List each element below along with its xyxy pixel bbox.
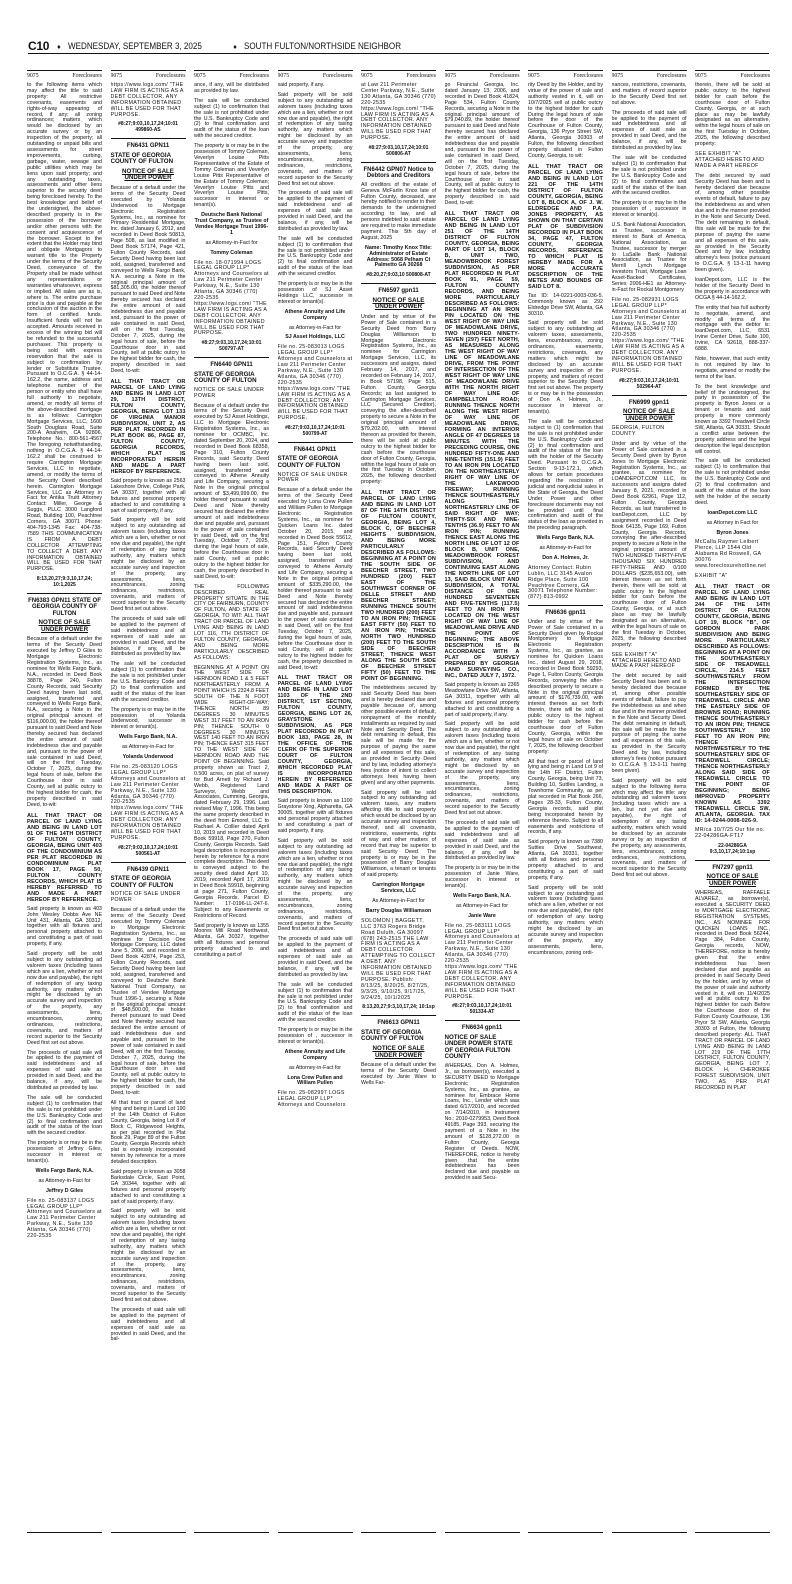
notice-paragraph: The sale will be conducted subject to (1) confirmation that the sale is not prohibited under the U.S. Bankruptcy Code and (2) to final confirmation and audit of the status of the loan with the holder of the Security Deed. Pursuant to O.C.G.A. Section 9-13-172.1, which allows for certain procedures regarding the rescission of judicial and nonjudicial sales in the State of Georgia, the Deed Under Power and other foreclosure documents may not be provided until final confirmation and audit of the status of the loan as provided in the preceding paragraph. [528,418,603,532]
legal-description: ALL THAT TRACT OR PARCEL OF LAND LYING AND BEING IN LAND LOT 251 OF THE 14TH DISTRICT OF FULTON COUNTY, GEORGIA, BEING PART OF LOT 14, BLOCK B, UNIT TWO, MEADOWBROOK FOREST SUBDIVISION, AS PER PLAT RECORDED IN PLAT BOOK 91, PAGE 59, FULTON COUNTY RECORDS, AND BEING MORE PARTICULARLY DESCRIBED AS FOLLOWS: BEGINNING AT AN IRON PIN LOCATED ON THE WEST RIGHT OF WAY LINE OF MEADOWLANE DRIVE, TWO HUNDRED NINETY-SEVEN (297) FEET NORTH, AS MEASURED ALONG THE WEST RIGHT OF WAY LINE OF MEADOWLANE DRIVE, FROM THE POINT OF INTERSECTION OF THE WEST RIGHT OF WAY LINE OF MEADOWLANE DRIVE WITH THE NORTH RIGHT OF WAY LINE OF CAMPBELLTON ROAD; RUNNING THENCE NORTH ALONG THE WEST RIGHT OF WAY LINE OF MEADOWLANE DRIVE, FORMING AN INTERIOR ANGLE OF 47 DEGREES 18 MINUTES WITH THE PRECEDING COURSE, ONE HUNDRED FIFTY-ONE AND NINE-TENTHS (151.9) FEET TO AN IRON PIN LOCATED ON THE NORTHEASTERLY RIGHT OF WAY LINE OF THE LAKEWOOD FREEWAY; RUNNING THENCE SOUTHEASTERLY ALONG THE NORTHEASTERLY LINE OF SAID RIGHT OF WAY; THIRTY-SIX AND NINE-TENTHS (36.9) FEET TO AN IRON PIN; RUNNING THENCE EAST ALONG THE NORTH LINE OF LOT 12 OF BLOCK B, UNIT ONE, MEADOWBROOK FOREST SUBDIVISION, AND CONTINUING EAST ALONG THE NORTH LINE OF LOT 13, SAID BLOCK UNIT AND SUBDIVISION, A TOTAL DISTANCE OF ONE HUNDRED SEVENTEEN AND FIVE-TENTHS (117.5) FEET TO AN IRON PIN LOCATED ON THE WEST RIGHT OF WAY LINE OF MEADOWLANE DRIVE AND THE POINT OF BEGINNING; THE ABOVE DESCRIPTION IS IN ACCORDANCE WITH A PLAT OF SURVEY PREPARED BY GEORGIA LAND SURVEYING CO., INC., DATED JULY 7, 1972. [444,211,520,680]
column-header [612,70,687,79]
notice-heading: FN6431 GPN11 [126,143,170,150]
publication-code: #8:20,27;9:03,10 500808-AT [366,272,431,279]
notice-party-name: Yolanda Underwood [122,754,174,761]
publication-code: 22-04286GA 9:3,10,17,24;10:1sp [709,842,756,855]
notice-paragraph: Because of a default under the terms of the Security Deed executed by Tommy Coleman to Mortgage Electronic Registration Systems, Inc., as nominee for Decision One Mortgage Company, LLC dated June 5, 2006, and recorded in Deed Book 42874, Page 253, Fulton County Records, said Security Deed having been last sold, assigned, transferred and conveyed to Deutsche Bank National Trust Company, as Trustee of Vendee Mortgage Trust 1996-1, securing a Note in the original principal amount of $48,500.00, the holder thereof pursuant to said Deed and Note thereby secured has declared the entire amount of said indebtedness due and payable and, pursuant to the power of sale contained in said Deed, will on the first Tuesday, October 7, 2025, during the legal hours of sale, before the Courthouse door in said County, sell at public outcry to the highest bidder for cash, the property described in said Deed, to-wit: [110,907,186,1097]
notice-heading: FN6441 GPN11 [293,446,337,453]
notice-column [194,70,269,1533]
notice-contact: MR/ca 10/7/25 Our file no. 22-04286GA-FT17 [695,826,765,839]
notice-paragraph: Said property will be sold subject to any outstanding ad valorem taxes, any matters affecting title to said property which would be disclosed by an accurate survey and inspection thereof, and all covenants, restrictions, easements, rights of way and other matters of record that may be superior to said Security Deed. The property is or may be in the possession of Barry Douglas Williamson, a tenant or tenants of said property. [361,789,436,879]
notice-paragraph: The property is or may be in the possession of , successor in interest or tenant(s). [277,1027,353,1045]
column-header [194,70,269,79]
notice-paragraph: Said property will be sold subject to any outstanding ad valorem taxes (including taxes which are a lien, whether or not now due and payable), the right of redemption of any taxing authority, any matters which might be disclosed by an accurate survey and inspection of the property, any assessments, liens, encumbrances, zoning ordi- [528,884,603,956]
column-header [695,70,770,79]
notice-caption: as Attorney-in-Fact for [539,545,592,552]
publication-code: #8:27;9:03,10,17,24;10:01 501334-AT [452,1003,512,1016]
legal-description: ALL THAT TRACT OR PARCEL OF LAND LYING AND BEING IN LAND LOT 29, 13TH DISTRICT, FULTON COUNTY, GEORGIA, BEING LOT 133 OF VIRGINIA MANOR SUBDIVISION, UNIT 2, AS PER PLAT RECORDED IN PLAT BOOK 86, PAGE 87, FULTON COUNTY, GEORGIA RECORDS, WHICH PLAT IS INCORPORATED HEREIN AND MADE A PART HEREOF BY REFERENCE. [110,379,186,476]
notice-column [278,70,353,1533]
notice-contact: SOLOMON | BAGGETT, LLC 3763 Rogers Bridge Road Duluth, GA 30097 (678) 243-2515 THE LAW FIRM IS ACTING AS A DEBT COLLECTOR ATTEMPTING TO COLLECT A DEBT. ANY INFORMATION OBTAINED WILL BE USED FOR THAT PURPOSE. Publish: 8/13/25, 8/20/25, 8/27/25, 9/3/25, 9/10/25, 9/17/25, 9/24/25, 10/1/2025 [361,917,436,1001]
notice-paragraph: THE FOLLOWING DESCRIBED REAL PROPERTY SITUATE IN THE CITY OF FAIRBURN, COUNTY OF FULTON, AND STATE OF GEORGIA, TO WIT: ALL THAT TRACT OR PARCEL OF LAND LYING AND BEING IN LAND LOT 116, 7TH DISTRICT OF FULTON COUNTY, GEORGIA, AND BEING MORE PARTICULARLY DESCRIBED AS FOLLOWS: [194,583,269,661]
notice-heading: FN6439 GPN11 [126,866,170,873]
notice-caption: as Attorney-in-Fact for [205,239,258,246]
notice-contact: NOTICE OF SALE UNDER POWER [110,891,181,904]
notice-column [27,70,102,1533]
notice-paragraph: The proceeds of said sale will be applied to the payment of said indebtedness and all expenses of said sale as provided in said Deed, and the bal- [110,1306,186,1343]
notice-party-name: Janie Ware [468,912,496,919]
notice-party-name: Carrington Mortgage Services, LLC [372,882,425,895]
legal-description: ALL THAT TRACT OR PARCEL OF LAND LYING AND BEING IN LAND LOT 91 OF THE 14TH DISTRICT OF FULTON COUNTY, GEORGIA, BEING UNIT 403 OF THE CONDOMINIUM AS PER PLAT RECORDED IN CONDOMINIUM PLAT BOOK 17, PAGE 50, FULTON COUNTY RECORDS, WHICH PLAT IS HEREBY REFERRED TO AND MADE A PART HEREOF BY REFERENCE. [27,812,102,903]
notice-divider [361,283,436,284]
notice-paragraph: ance, if any, will be distributed as provided by law. [194,82,269,94]
notice-paragraph: loanDepot.com, LLC is the holder of the Security Deed to the property in accordance with OCGA § 44-14-162.2. [695,277,770,301]
notice-paragraph: The proceeds of said sale will be applied to the payment of said indebtedness and all expenses of said sale as provided in said Deed, and the balance, if any, will be distributed as provided by law. [444,819,520,862]
publication-code: #8:27;9:03,10,17,24;10:01 500797-AT [201,340,262,353]
notice-title: NOTICE OF SALE UNDER POWER [122,167,174,182]
notice-heading: STATE OF GEORGIA COUNTY OF FULTON [194,370,257,385]
legal-description: ALL THAT TRACT OR PARCEL OF LAND LYING AND BEING IN LAND LOT 87 OF THE 14TH DISTRICT OF FULTON COUNTY, GEORGIA, BEING LOT 4, BLOCK C, OF BEECHER HEIGHTS SUBDIVISION, AND BEING MORE PARTICULARLY DESCRIBED AS FOLLOWS: BEGINNING AT A POINT ON THE SOUTH SIDE OF BEECHER STREET, TWO HUNDRED (200) FEET EAST OF THE SOUTHWEST CORNER OF DELLE STREET AND BEECHER STREET; RUNNING THENCE SOUTH TWO HUNDRED (200) FEET TO AN IRON PIN; THENCE EAST FIFTY (50) FEET TO AN IRON PIN; THENCE NORTH TWO HUNDRED (200) FEET TO THE SOUTH SIDE OF BEECHER STREET; THENCE WEST ALONG THE SOUTH SIDE OF BEECHER STREET FIFTY (50) FEET TO THE POINT OF BEGINNING. [361,490,436,683]
column-header [528,70,603,79]
notice-contact: SEE EXHIBIT "A" ATTACHED HERETO AND MADE A PART HEREOF [695,150,765,169]
notice-caption: as Attorney-in-Fact for [121,744,175,751]
notice-contact: File no. 25-083111 LOGS LEGAL GROUP LLP* Attorneys and Counselors at Law 211 Perimeter Center Parkway, N.E., Suite 130 Atlanta, GA 30346 (770) 220-2535 https://www.logs.com/ "THE LAW FIRM IS ACTING AS A DEBT COLLECTOR. ANY INFORMATION OBTAINED WILL BE USED FOR THAT PURPOSE. [444,922,520,1000]
notice-party-name: Wells Fargo Bank, N.A. [119,734,177,741]
notice-heading: NOTICE OF SALE UNDER POWER STATE OF GEORGIA FULTON COUNTY [444,1033,513,1061]
legal-description: ALL THAT TRACT OR PARCEL OF LAND LYING AND BEING IN LAND LOT 1103 OF THE 2ND DISTRICT, 1ST SECTION, FULTON COUNTY, GEORGIA, BEING LOT 26, GRAYSTONE SUBDIVISION, AS PER PLAT RECORDED IN PLAT BOOK 183, PAGE 28, IN THE OFFICE OF THE CLERK OF THE SUPERIOR COURT OF FULTON COUNTY, GEORGIA, WHICH RECORDED PLAT IS INCORPORATED HEREIN BY REFERENCE AND MADE A PART OF THIS DESCRIPTION. [277,675,353,796]
notice-paragraph: Said property is known as 403 John Wesley Dobbs Ave NE Unit 431, Atlanta, GA 30312, together with all fixtures and personal property attached to and constituting a part of said property, if any. [27,905,102,948]
notice-paragraph: Said property is known as 2365 Meadowlane Drive SW, Atlanta, GA 30311, together with all fixtures and personal property attached to and constituting a part of said property, if any. [444,682,520,718]
classified-category: Foreclosures [239,73,269,79]
notice-column [695,70,770,1533]
publication-code: 8:13,20,27;9:3,10,17,24; 10:1,2025 [36,576,93,589]
notice-party-name: Deutsche Bank National Trust Company, as Trustee of Vendee Mortgage Trust 1996-1 [194,212,269,236]
notice-heading: FN6999 gpn11 [628,399,670,406]
notice-caption: as Attorney-in-Fact for [288,1064,342,1071]
notice-contact: File no. 25-082931 LOGS LEGAL GROUP LLP* Attorneys and Counselors at Law 211 Perimeter Center Parkway, N.E., Suite 130 Atlanta, GA 30346 (770) 220-2535 https://www.logs.com/ "THE LAW FIRM IS ACTING AS A DEBT COLLECTOR. ANY INFORMATION OBTAINED WILL BE USED FOR THAT PURPOSE. [611,296,687,374]
notice-paragraph: All that tract or parcel of land lying and being in Land Lot 190 of the 14th District of Fulton County, Georgia, being Lot 8 of Block C, Ridgewood Heights, as per plat recorded in Plat Book 29, Page 89 of the Fulton County, Georgia Records which plat is expressly incorporated herein by reference for a more detailed description. [110,1100,186,1166]
notice-title: NOTICE OF SALE UNDER POWER [372,1044,425,1059]
classified-code: 9075 [27,73,39,79]
publication-name: SOUTH FULTON/NORTHSIDE NEIGHBOR [243,41,401,52]
notice-contact: File no. 25-083137 LOGS LEGAL GROUP LLP* Attorneys and Counselors at Law 211 Perimeter Center Parkway, N.E., Suite 130 Atlanta, GA 30346 (770) 220-2535 [27,1197,102,1240]
classified-category: Foreclosures [322,73,353,79]
classified-code: 9075 [110,73,123,79]
notice-paragraph: Said property is known as 1100 Graystone Xing, Alpharetta, GA 30005, together with all fixtures and personal property attached to and constituting a part of said property, if any. [277,798,353,834]
notice-paragraph: BEGINNING AT A POINT ON THE WEST SIDE OF HERNDON ROAD 1 & 5 FEET NORTHEASTERLY FROM A POINT WHICH IS 2324.8 FEET SOUTH OF THE N FOOT WIDE RIGHT-OF-WAY; THENCE NORTH 89 DEGREES 30 MINUTES WEST 317 FEET TO AN IRON PIN; THENCE SOUTH 0 DEGREES 30 MINUTES WEST 140 FEET TO AN IRON PIN; THENCE EAST 315 FEET TO THE WEST SIDE OF HERNDON ROAD AND THE POINT OF BEGINNING. Said property shown as Tract 2, 0.500 acres, on plat of survey for Bud Arnett by Richard J. Webb, Registered Land Surveyor, Webb and Associates, Cumming, Georgia, dated February 29, 1996. Last revised May 7, 1996. This being the same property described in the deed from Emorel, LLC to Rachael A. Collier dated April 10, 2019 and recorded in Deed Book 59918, Page 270, Fulton County, Georgia Records. Said legal description is incorporated herein by reference for a more complete description. This deed is conveyed subject to the security deed dated April 10, 2019, recorded April 17, 2019 in Deed Book 59918, beginning at page 271, Fulton County, Georgia Records. Parcel ID Number: 17-0196-LL-247-6. Subject to any Easements or Restrictions of Record. [194,664,269,919]
notice-divider [27,593,102,594]
column-header [445,70,520,79]
notice-divider [361,1015,436,1016]
classified-category: Foreclosures [406,73,436,79]
notice-divider [612,395,687,396]
notice-party-name: Wells Fargo Bank, N.A. [453,892,511,899]
notice-paragraph: The property is or may be in the possession of , successor in interest or tenant(s). [611,200,687,219]
notice-paragraph: The sale will be conducted subject (1) to confirmation that the sale is not prohibited under the U.S. Bankruptcy Code and (2) to final confirmation and audit of the status of the loan with the secured creditor. [277,981,353,1024]
notice-paragraph: Because of a default under the terms of the Security Deed executed by Lona Crew Pullen and William Pullen to Mortgage Electronic Registration Systems, Inc., as nominee for Quicken Loans Inc. dated October 20, 2015, and recorded in Deed Book 55612, Page 151, Fulton County Records, said Security Deed having been last sold, assigned, transferred and conveyed to Athene Annuity and Life Company, securing a Note in the original principal amount of $335,290.00, the holder thereof pursuant to said Deed and Note thereby secured has declared the entire amount of said indebtedness due and payable and, pursuant to the power of sale contained in said Deed, will on the first Tuesday, October 7, 2025, during the legal hours of sale, before the Courthouse door in said County, sell at public outcry to the highest bidder for cash, the property described in said Deed, to-wit: [277,487,353,671]
notice-party-name: Wells Fargo Bank, N.A. [536,535,595,542]
notice-paragraph: The proceeds of said sale will be applied to the payment of said indebtedness and all expenses of said sale as provided in said Deed, and the balance, if any, will be distributed as provided by law. [27,1049,102,1091]
column-header [278,70,353,79]
publication-code: #8:27;9:03,10,17,24;10:01 500799-AT [285,425,345,438]
notice-paragraph: Because of a default under the terms of the Security Deed executed by SJ Asset Holdings, LLC to Mortgage Electronic Registration Systems, Inc., as nominee for OCMBC, Inc. dated September 20, 2024, and recorded in Deed Book 68358, Page 310, Fulton County Records, said Security Deed having been last sold, assigned, transferred and conveyed to Athene Annuity and Life Company, securing a Note in the original principal amount of $3,499,999.00, the holder thereof pursuant to said Deed and Note thereby secured has declared the entire amount of said indebtedness due and payable and, pursuant to the power of sale contained in said Deed, will on the first Tuesday, October 7, 2025, during the legal hours of sale, before the Courthouse door in said County, sell at public outcry to the highest bidder for cash, the property described in said Deed, to-wit: [194,402,269,580]
notice-paragraph: Said property is known as 7380 Suttles Drive Southwest, Atlanta, GA 30331, together with all fixtures and personal property attached to and constituting a part of said property, if any. [528,839,603,881]
notice-heading: FN6442 GPN07 Notice to Debtors and Creditors [363,166,434,180]
notice-paragraph: Said property is known as 1355 Moores Mill Road Northwest, Atlanta, GA 30327, together with all fixtures and personal property attached to and constituting a part of [194,922,269,959]
notice-contact: File no. 25-082997 LOGS LEGAL GROUP LLP* Attorneys and Counselors [277,1090,346,1109]
notice-caption: As Attorney-in-Fact for [372,897,425,904]
diamond-separator-icon: ♦ [233,44,237,51]
classified-category: Foreclosures [656,73,687,79]
notice-contact: File no. 25-083013 LOGS LEGAL GROUP LLP* Attorneys and Counselors at Law 211 Perimeter Center Parkway, N.E., Suite 130 Atlanta, GA 30346 (770) 220-2535 https://www.logs.com/ "THE LAW FIRM IS ACTING AS A DEBT COLLECTOR. ANY INFORMATION OBTAINED WILL BE USED FOR THAT PURPOSE. [277,344,353,422]
notice-heading: FN6634 gpn11 [461,1025,503,1032]
notice-party-name: Byron Jones [716,529,749,536]
notice-divider [361,162,436,163]
notice-paragraph: The debt secured by said Security Deed has been and is hereby declared due because of, among other possible events of default, failure to pay the indebtedness as and when due and in the manner provided in the Note and Security Deed. The debt remaining in default, this sale will be made for the purpose of paying the same and all expenses of this sale, as provided in the Security Deed and by law, including attorney's fees (notice pursuant to O.C.G.A. § 13-1-11 having been given). [695,172,770,274]
notice-heading: FN7297 gpn11 [712,864,753,871]
notice-paragraph: Because of a default under the terms of the Security Deed executed by Janie Ware to Wells Far- [361,1062,436,1086]
publication-code: 8:13,20,27;9:3,10,17,24; 10:1sp [362,1004,435,1011]
notice-column [528,70,603,1533]
notice-paragraph: Said property is known as 2563 Lakeshore Drive, College Park, GA 30337, together with all fixtures and personal property attached to and constituting a part of said property, if any. [110,478,186,514]
notice-paragraph: The entity that has full authority to negotiate, amend, and modify all terms of the mortgage with the debtor is: loanDepot.com, LLC, 6531 Irvine Center Drive, Suite 100, Irvine, CA 92618, 888-337-6888. [695,304,770,353]
notice-paragraph: U.S. Bank National Association, as Trustee, successor in interest to Bank of America, National Association, as Trustee, successor by merger to LaSalle Bank National Association, as Trustee for Merrill Lynch Mortgage Investors Trust, Mortgage Loan Asset-Backed Certificates, Series 2006-HE1 as Attorney-in-Fact for Rockal Montgomery [611,222,687,293]
classified-code: 9075 [194,73,206,79]
notice-column [111,70,186,1533]
publication-code: #8:27;9:03,10,17,24;10:01 500806-AT [368,145,429,157]
notice-contact: at Law 211 Perimeter Center Parkway, N.E., Suite 130 Atlanta, GA 30346 (770) 220-2535 https://www.logs.com/ "THE LAW FIRM IS ACTING AS A DEBT COLLECTOR. ANY INFORMATION OBTAINED WILL BE USED FOR THAT PURPOSE. [361,82,436,142]
notice-contact: File no. 25-083120 LOGS LEGAL GROUP LLP* Attorneys and Counselors at Law 211 Perimeter Center Parkway, N.E., Suite 130 Atlanta, GA 30346 (770) 220-2535 https://www.logs.com/ "THE LAW FIRM IS ACTING AS A DEBT COLLECTOR. ANY INFORMATION OBTAINED WILL BE USED FOR THAT PURPOSE. [110,764,186,841]
classified-code: 9075 [444,73,457,79]
notice-paragraph: The property is or may be in the possession of Tommy Coleman, Veverlyn Louise Pitts Representative of the Estate of Tommy Coleman and Veverlyn Louise Pitts Representative of the Estate of Tommy Coleman; Veverlyn Louise Pitts and Veverlyn Louise Pitts, successor in interest or tenant(s). [194,143,269,209]
notice-paragraph: The sale will be conducted subject (1) to confirmation that the sale is not prohibited under the U.S. Bankruptcy Code and (2) to final confirmation and audit of the status of the loan with the secured creditor. [110,661,186,703]
notice-paragraph: Said property will be sold subject to any outstanding ad valorem taxes (including taxes which are a lien, whether or not now due and payable), the right of redemption of any taxing authority, any matters which might be disclosed by an accurate survey and inspection of the property, any assessments, liens, encumbrances, zoning ordinances, restrictions, covenants, and matters of record superior to the Security Deed first set out above. [277,91,353,187]
notice-paragraph: to the following items which may affect the title to said property: All restrictive covenants, easements and rights-of-way appearing of record, if any; all zoning ordinances; matters which would be disclosed by an accurate survey or by an inspection of the property; all outstanding or unpaid bills and assessments for street improvements, curbing, garbage, water, sewage and public utilities which may be liens upon said property; and any outstanding taxes, assessments and other liens superior to the security deed being foreclosed hereby. To the best knowledge and belief of the undersigned, the above-described property is in the possession of the borrower and/or other persons with the consent and acquiescence of the borrower. Except to the extent that the Holder may bind and obligate Mortgagors to warrant title to the Property under the terms of the Security Deed, conveyance of the Property shall be made without any representations or warranties whatsoever, express or implied. All sales are as is, where is. The entire purchase price is due and payable at the conclusion of the auction in the form of certified funds. Insufficient funds will not be accepted. Amounts received in excess of the winning bid will be refunded to the successful purchaser. This property is being sold with express reservation that the sale is subject to confirmation by lender or Substitute Trustee. Pursuant to O.C.G.A. § 44-14-162.2, the name, address and telephone number of the person or entity who shall have full authority to negotiate, amend, or modify all terms of the above-described mortgage is as follows: Carrington Mortgage Services, LLC, 1600 South Douglass Road, Suite 200-A Anaheim, CA 92806, Telephone No.: 800-561-4567 The foregoing notwithstanding, nothing in O.C.G.A. § 44-14-162.2 shall be construed to require Carrington Mortgage Services, LLC to negotiate, amend, or modify the terms of the Security Deed described herein. Carrington Mortgage Services, LLC as Attorney in Fact for Antika Truitt Attorney Contact: Miller, George & Suggs, PLLC 3000 Langford Road, Building 100, Peachtree Corners, GA 30071 Phone: 404-793-1345 Fax: 404-738-7589 THIS COMMUNICATION IS FROM A DEBT COLLECTOR ATTEMPTING TO COLLECT A DEBT. ANY INFORMATION OBTAINED WILL BE USED FOR THAT PURPOSE. [27,82,102,573]
notice-paragraph: Said property will be sold subject to the following items which may affect the title: any outstanding ad valorem taxes (including taxes which are a lien, but not yet due and payable), the right of redemption of any taxing authority, matters which would be disclosed by an accurate survey or by an inspection of the property, any assessments, liens, encumbrances, zoning ordinances, restrictions, covenants, and matters of record superior to the Security Deed first set out above. [611,777,687,879]
notice-paragraph: Under and by virtue of the Power of Sale contained in a Security Deed from Barry Douglas Williamson to Mortgage Electronic Registration Systems, Inc., as nominee for Carrington Mortgage Services, LLC, its successors and assigns, dated February 14, 2017, and recorded on February 14, 2017, in Book 57198, Page 515, Fulton County, Georgia Records; as last assigned to Carrington Mortgage Services, LLC (Secured Creditor), conveying the after-described property to secure a Note in the original principal amount of $79,202.00, with interest thereon as provided for therein, there will be sold at public outcry to the highest bidder for cash before the courthouse door of Fulton County, Georgia, within the legal hours of sale on the first Tuesday in October, 2025, the following described property: [361,313,436,486]
notice-paragraph: All that tract or parcel of land lying and being in Land Lot 9 of the 14th FF District, Fulton County, Georgia, being Unit 73, Building 10, Suttles Landing, a Townhome Community, as per plat recorded in Plat Book 266, Pages 28-33, Fulton County, Georgia records, said plat being incorporated herein by reference thereto. Subject to all easements and restrictions of records, if any. [528,758,603,836]
notice-divider [445,1020,520,1021]
notice-title: NOTICE OF SALE UNDER POWER [706,872,759,887]
notice-paragraph: said property, if any. [277,82,325,88]
notice-column [361,70,436,1533]
notice-contact: https://www.logs.com/ "THE LAW FIRM IS ACTING AS A DEBT COLLECTOR. ANY INFORMATION OBTAINED WILL BE USED FOR THAT PURPOSE. [110,82,184,118]
publication-code: #8:27;9:03,10,17,24;10:01 499860-AS [118,121,178,134]
notice-caption: as Attorney-in-Fact for [38,1177,91,1184]
legal-description: ALL THAT TRACT OR PARCEL OF LAND LYING AND BEING IN LAND LOT 244 OF THE 14TH DISTRICT OF FULTON COUNTY, GEORGIA, BEING LOT 19, BLOCK "B", OF GORDON PARK SUBDIVISION AND BEING MORE PARTICULARLY DESCRIBED AS FOLLOWS: BEGINNING AT A POINT ON THE SOUTHEASTERLY SIDE OF TREADWELL CIRCLE, 214.5 FEET SOUTHWESTERLY FROM THE INTERSECTION FORMED BY THE SOUTHEASTERLY SIDE OF TREADWELL CIRCLE AND THE EASTERLY SIDE OF BROWNS ROAD; RUNNING THENCE SOUTHEASTERLY TO AN IRON PIN; THENCE SOUTHWESTERLY 100 FEET TO AN IRON PIN; THENCE NORTHWESTERLY TO THE SOUTHEASTERLY SIDE OF TREADWELL CIRCLE; THENCE NORTHEASTERLY ALONG SAID SIDE OF TREADWELL CIRCLE TO THE POINT OF BEGINNING; BEING IMPROVED PROPERTY KNOWN AS 3392 TREADWELL CIRCLE SW, ATLANTA, GEORGIA. TAX ID: 14-0244-0008-026-9. [695,583,770,824]
notice-paragraph: The sale will be conducted subject (1) to confirmation that the sale is not prohibited under the U.S. Bankruptcy Code and (2) to final confirmation and audit of the status of the loan with the secured creditor. [194,97,269,140]
classified-code: 9075 [611,73,624,79]
notice-heading: FN6597 gpn11 [378,288,419,295]
notice-divider [111,862,186,863]
notice-paragraph: Because of a default under the terms of the Security Deed executed by Yolanda Underwood to Mortgage Electronic Registration Systems, Inc., as nominee for Primary Residential Mortgage, Inc. dated January 6, 2012, and recorded in Deed Book 50813, Page 508, as last modified in Deed Book 57174, Page 421, Fulton County Records, said Security Deed having been last sold, assigned, transferred and conveyed to Wells Fargo Bank, N.A. securing a Note in the original principal amount of $81,305.00, the holder thereof pursuant to said Deed and Note thereby secured has declared the entire amount of said indebtedness due and payable and, pursuant to the power of sale contained in said Deed, will on the first Tuesday, October 7, 2025, during the legal hours of sale, before the Courthouse door in said County, sell at public outcry to the highest bidder for cash, the property described in said Deed, to-wit: [110,185,186,375]
notice-title: NOTICE OF SALE UNDER POWER [372,296,425,311]
notice-party-name: SJ Asset Holdings, LLC [285,334,345,341]
notice-party-name: Tommy Coleman [210,249,253,256]
notice-paragraph: Because of a default under the terms of the Security Deed executed by Jeffrey D Giles to Mortgage Electronic Registration Systems, Inc., as nominee for Wells Fargo Bank, N.A., recorded in Deed Book 38878, Page 240, Fulton County Records, said Security Deed having been last sold, assigned, transferred and conveyed to Wells Fargo Bank, N.A., securing a Note in the original principal amount of $116,000.00, the holder thereof pursuant to said Deed and Note thereby secured has declared the entire amount of said indebtedness due and payable and, pursuant to the power of sale contained in said Deed, will on the first Tuesday, October 7, 2025, during the legal hours of sale, before the Courthouse door in said County, sell at public outcry to the highest bidder for cash, the property described in said Deed, to-wit: [27,636,102,808]
notice-contact: Attorney Contact: Rubin Lublin, LLC 3145 Avalon Ridge Place, Suite 100 Peachtree Corners, GA 30071 Telephone Number: (877) 813-0992 [528,564,598,601]
notice-party-name: Lona Crew Pullen and William Pullen [287,1074,343,1087]
notice-heading: STATE OF GEORGIA COUNTY OF FULTON [361,1028,424,1043]
notice-heading: STATE OF GEORGIA COUNTY OF FULTON [277,455,341,469]
classified-code: 9075 [361,73,373,79]
notice-caption: as Attorney-in-Fact for [288,324,342,331]
classified-code: 9075 [277,73,290,79]
notice-party-name: Name: Timothy Knox Title: Administrator of Estate Address: 5068 Pelham Ct Palmetto GA 30268 [365,244,432,269]
notice-paragraph: The debt secured by said Security Deed has been and is hereby declared due because of, among other possible events of default, failure to pay the indebtedness as and when due and in the manner provided in the Note and Security Deed. The debt remaining in default, this sale will be made for the purpose of paying the same and all expenses of this sale, as provided in the Security Deed and by law, including attorney's fees (notice pursuant to O.C.G.A. § 13-1-11 having been given). [611,673,687,774]
notice-contact: McCalla Raymer Leibert Pierce, LLP 1544 Old Alabama Rd Roswell, GA 30076 www.foreclosurehotline.net [695,539,767,570]
notice-divider [194,357,269,358]
notice-party-name: Barry Douglas Williamson [365,907,432,914]
notice-paragraph: The property is or may be in the possession of Janie Ware, successor in interest or tenant(s). [444,865,520,890]
notice-paragraph: WHEREAS, RAFFAELE ALVAREZ, as borrower(s), executed a SECURITY DEED to MORTGAGE ELECTRONIC REGISTRATION SYSTEMS, INC., AS NOMINEE FOR QUICKEN LOANS INC., recorded in Deed Book 56244, Page 384, Fulton County, Georgia records, NOW, THEREFORE, notice is hereby given that the entire indebtedness has been declared due and payable as provided in said Security Deed by the holder, and by virtue of the power of sale and authority vested in it, will on 11/4/2025 sell at public outcry to the highest bidder for cash Before the Courthouse door of the Fulton County Courthouse, 136 Pryor St SW, Atlanta, Georgia 30303 of Fulton, the following described property: ALL THAT TRACT OR PARCEL OF LAND LYING AND BEING IN LAND LOT 219 OF THE 17TH DISTRICT, FULTON COUNTY, GEORGIA, BEING LOT 7, BLOCK H, CHEROKEE FOREST SUBDIVISION, UNIT TWO, AS PER PLAT RECORDED IN PLAT [695,890,770,1091]
notice-heading: STATE OF GEORGIA COUNTY OF FULTON [110,875,174,889]
notice-paragraph: Said property will be sold subject to any outstanding ad valorem taxes, assessments, liens, encumbrances, zoning ordinances, easements, restrictions, covenants, any matters which might be disclosed by an accurate survey and inspection of the property, and matters of record superior to the Security Deed first set out above. The property is or may be in the possession of Don A. Holmes, Jr., successor in interest or tenant(s). [528,320,603,415]
classified-code: 9075 [528,73,540,79]
page-number: C10 [28,39,50,53]
notice-title: NOTICE OF SALE UNDER POWER [38,619,91,633]
notice-paragraph: Said property will be sold subject to any outstanding ad valorem taxes (including taxes which are a lien, whether or not now due and payable), the right of redemption of any taxing authority, any matters which might be disclosed by an accurate survey and inspection of the property, any assessments, liens, encumbrances, zoning ordinances, restrictions, covenants, and matters of record superior to the Security Deed first set out above. [277,837,353,933]
notice-caption: as Attorney-in-Fact for [455,902,509,909]
notice-divider [528,605,603,606]
notice-column [445,70,520,1533]
notice-paragraph: WHEREAS, Don A. Holmes, Jr., as borrower(s), executed a SECURITY DEED to Mortgage Electronic Registration Systems, Inc., as grantee, as nominee for Embrace Home Loans, Inc., Lender which was dated 6/17/2010, and recorded on 7/14/2010, in Instrument No.: 2010-0279953, Deed Book 49185, Page 393, securing the payment of a Note in the amount of $128,272.00 in Fulton County, Georgia Register of Deeds. NOW, THEREFORE, notice is hereby given that the entire indebtedness has been declared due and payable as provided in said Secu- [444,1063,520,1182]
classified-category: Foreclosures [740,73,770,79]
notice-contact: File no. 18-071994 LOGS LEGAL GROUP LLP* Attorneys and Counselors at Law 211 Perimeter Center Parkway, N.E., Suite 130 Atlanta, GA 30346 (770) 220-2535 https://www.logs.com/ "THE LAW FIRM IS ACTING AS A DEBT COLLECTOR. ANY INFORMATION OBTAINED WILL BE USED FOR THAT PURPOSE. [194,259,269,337]
notice-divider [695,860,770,861]
notice-paragraph: nances, restrictions, covenants, and matters of record superior to the Security Deed first set out above. [611,82,687,106]
notice-party-name: loanDepot.com LLC [707,509,758,516]
publication-code: #8:27;9:03,10,17,24;10:01 502964-AT [619,377,679,390]
classified-category: Foreclosures [72,73,102,79]
notice-contact: NOTICE OF SALE UNDER POWER [194,386,265,399]
notice-paragraph: The property is or may be in the possession of Yolanda Underwood, successor in interest or tenant(s). [110,706,186,731]
legal-description: ALL THAT TRACT OR PARCEL OF LAND LYING AND BEING IN LAND LOT 221 OF THE 14TH DISTRICT OF FULTON COUNTY, GEORGIA, BEING LOT 8, BLOCK A, OF J. W. ELDREDGE AND P.A. JONES PROPERTY, AS SHOWN ON THAT CERTAIN PLAT OF SUBDIVISION RECORDED IN PLAT BOOK 34, PAGE 47, FULTON COUNTY, GEORGIA RECORDS, REFERENCE TO WHICH PLAT IS HEREBY MADE FOR A MORE ACCURATE DESCRIPTION OF THE METES AND BOUNDS OF SAID LOT 8. [528,163,603,290]
notice-divider [278,442,353,443]
notice-paragraph: To the best knowledge and belief of the undersigned, the party in possession of the property is Byron Jones or a tenant or tenants and said property is more commonly known as 3392 Treadwell Circle SW, Atlanta, GA 30331. Should a conflict arise between the property address and the legal description the legal description will control. [695,383,770,455]
notice-column [612,70,687,1533]
notice-paragraph: therein, there will be sold at public outcry to the highest bidder for cash before the courthouse door of Fulton County, Georgia, or at such place as may be lawfully designated as an alternative, within the legal hours of sale on the first Tuesday in October, 2025, the following described property: [695,82,770,148]
notice-title: NOTICE OF SALE UNDER POWER [623,407,675,422]
notice-caption: as Attorney in Fact for [706,519,759,526]
diamond-separator-icon: ♦ [57,44,61,51]
classified-category: Foreclosures [573,73,603,79]
notice-paragraph: Note, however, that such entity is not required by law to negotiate, amend or modify the terms of the loan. [695,355,770,380]
notice-paragraph: The sale will be conducted subject (1) to confirmation that the sale is not prohibited under the U.S. Bankruptcy Code and (2) to final confirmation and audit of the status of the loan with the secured creditor. [27,1094,102,1137]
notice-paragraph: Said property will be sold subject to any outstanding ad valorem taxes (including taxes which are a lien, whether or not now due and payable), the right of redemption of any taxing authority, any matters which might be disclosed by an accurate survey and inspection of the property, any assessments, liens, encumbrances, zoning ordinances, restrictions, covenants, and matters of record superior to the Security Deed first set out above. [27,951,102,1046]
notice-divider [111,138,186,139]
notice-heading: FN6636 gpn11 [545,610,586,617]
notice-paragraph: The proceeds of said sale will be applied to the payment of said indebtedness and all expenses of said sale as provided in said Deed, and the balance, if any, will be distributed as provided by law. [277,190,353,232]
classified-category: Foreclosures [489,73,520,79]
classified-code: 9075 [695,73,707,79]
notice-contact: GEORGIA, FULTON COUNTY [611,425,665,437]
notice-heading: FN6440 GPN11 [210,362,253,369]
notice-paragraph: The proceeds of said sale will be applied to the payment of said indebtedness and all expenses of said sale as provided in said Deed, and the balance, if any, will be distributed as provided by law. [611,109,687,152]
notice-paragraph: Under and by virtue of the Power of Sale contained in a Security Deed given by Byron Jones to Mortgage Electronic Registration Systems, Inc., as grantee, as nominee for LOANDEPOT.COM LLC, its successors and assigns dated January 8, 2021, recorded in Deed Book 62961, Page 112, Fulton County, Georgia Records, as last transferred to loanDepot.com, LLC by assignment recorded in Deed Book 64135, Page 169, Fulton County, Georgia Records, conveying the after-described property to secure a Note in the original principal amount of TWO HUNDRED THIRTY-FIVE THOUSAND SIX HUNDRED FIFTY-THREE AND 0/100 DOLLARS ($235,653.00), with interest thereon as set forth therein, there will be sold at public outcry to the highest bidder for cash before the courthouse door of Fulton County, Georgia, or at such place as may be lawfully designated as an alternative, within the legal hours of sale on the first Tuesday in October, 2025, the following described property: [611,440,687,648]
column-header [27,70,102,79]
notice-paragraph: The property is or may be in the possession of Jeffrey Giles, successor in interest or tenant(s). [27,1140,102,1164]
column-header [361,70,436,79]
notice-paragraph: Said property is known as 3058 Barksdale Circle, East Point, GA 30344, together with all fixtures and personal property attached to and constituting a part of said property, if any. [110,1168,186,1205]
notice-paragraph: The proceeds of said sale will be applied to the payment of said indebtedness and all expenses of said sale as provided in said Deed, and the balance, if any, will be distributed as provided by law. [110,615,186,658]
notice-heading: STATE OF GEORGIA COUNTY OF FULTON [110,151,174,166]
notice-contact: SEE EXHIBIT "A" ATTACHED HERETO AND MADE A PART HEREOF [611,651,681,670]
notice-paragraph: Tax ID: 14-0221-0003-036-5. Commonly known as 292 Eldredge Drive SW, Atlanta, GA 30310. [528,292,603,317]
notice-paragraph: The property is or may be in the possession of SJ Asset Holdings LLC, successor in interest or tenant(s). [277,281,353,305]
notice-paragraph: The indebtedness secured by said Security Deed has been and is hereby declared due and payable because of, among other possible events of default, nonpayment of the monthly installments as required by said Note and Security Deed. The debt remaining in default, this sale will be made for the purpose of paying the same and all expenses of this sale, as provided in Security Deed and by law, including attorney's fees (notice of intent to collect attorneys fees having been given) and any other payments. [361,685,436,786]
notice-heading: FN6613 GPN11 [377,1020,420,1027]
notice-paragraph: go Financial Georgia, Inc. dated January 13, 2006, and recorded in Deed Book 41824, Page 534, Fulton County Records, securing a Note in the original principal amount of $79,040.89, the holder thereof pursuant to said Deed and Note thereby secured has declared the entire amount of said indebtedness due and payable and, pursuant to the power of sale contained in said Deed, will on the first Tuesday, October 7, 2025, during the legal hours of sale, before the Courthouse door in said County, sell at public outcry to the highest bidder for cash, the property described in said Deed, to-wit: [444,82,520,207]
notice-party-name: Wells Fargo Bank, N.A. [35,1167,94,1174]
classified-category: Foreclosures [155,73,186,79]
notice-contact: NOTICE OF SALE UNDER POWER [277,471,348,484]
issue-date: WEDNESDAY, SEPTEMBER 3, 2025 [67,41,202,52]
notice-party-name: Athene Annuity and Life Company [284,1048,346,1061]
notice-heading: FN6383 GPN11 STATE OF GEORGIA COUNTY OF FULTON [28,598,101,617]
notice-paragraph: The proceeds of said sale will be applied to the payment of said indebtedness and all expenses of said sale as provided in said Deed, and the balance, if any, will be distributed as provided by law. [277,936,353,978]
notice-paragraph: The sale will be conducted subject (1) to confirmation that the sale is not prohibited under the U.S. Bankruptcy Code and (2) to final confirmation and audit of the status of the loan with the holder of the security deed. [695,458,770,506]
notice-paragraph: Said property will be sold subject to any outstanding ad valorem taxes (including taxes which are a lien, whether or not now due and payable), the right of redemption of any taxing authority, any matters which might be disclosed by an accurate survey and inspection of the property, any assessments, liens, encumbrances, zoning ordinances, restrictions, covenants, and matters of record superior to the Security Deed first set out above. [110,517,186,613]
notice-party-name: Athene Annuity and Life Company [284,308,346,321]
notice-paragraph: Said property will be sold subject to any outstanding ad valorem taxes (including taxes which are a lien, whether or not now due and payable), the right of redemption of any taxing authority, any matters which might be disclosed by an accurate survey and inspection of the property, any assessments, liens, encumbrances, zoning ordinances, restrictions, covenants, and matters of record superior to the Security Deed first set out above. [444,721,520,817]
notice-paragraph: Under and by virtue of the Power of Sale contained in a Security Deed given by Rockal Montgomery to Mortgage Electronic Registration Systems, Inc., as grantee, as nominee for Quicken Loans Inc., dated August 29, 2018, recorded in Deed Book 59293, Page 1, Fulton County, Georgia Records, conveying the after-described property to secure a Note in the original principal amount of $176,739.00, with interest thereon as set forth therein, there will be sold at public outcry to the highest bidder for cash before the courthouse door of Fulton County, Georgia, within the legal hours of sale on October 7, 2025, the following described property: [528,618,603,755]
notice-party-name: Don A. Holmes, Jr. [542,554,589,561]
notice-party-name: Jeffrey D Giles [45,1187,84,1194]
publication-code: #8:27;9:03,10,17,24;10:01 500561-AT [118,844,178,857]
page-masthead [28,36,769,54]
notice-paragraph: The sale will be conducted subject (1) to confirmation that the sale is not prohibited under the U.S. Bankruptcy Code and (2) to final confirmation and audit of the status of the loan with the secured creditor. [277,235,353,278]
notice-contact: EXHIBIT "A" [695,572,728,579]
column-header [111,70,186,79]
notice-paragraph: All creditors of the estate of Geneva McFarlin Knox late of Fulton County, deceased, are hereby notified to render in their demands to the undersigned according to law, and all persons indebted to said estate are required to make immediate payment. This 5th day of August, 2025 [361,181,436,241]
notice-paragraph: Said property will be sold subject to any outstanding ad valorem taxes (including taxes which are a lien, whether or not now due and payable), the right of redemption of any taxing authority, any matters which might be disclosed by an accurate survey and inspection of the property, any assessments, liens, encumbrances, zoning ordinances, restrictions, covenants, and matters of record superior to the Security Deed first set out above. [110,1208,186,1303]
notice-paragraph: rity Deed by the Holder, and by virtue of the power of sale and authority vested in it, will on 10/7/2025 sell at public outcry to the highest bidder for cash During the legal hours of sale before the door of the Courthouse of Fulton County, Georgia, 136 Pryor Street SW, Atlanta, Georgia 30303 of Fulton, the following described property situated in Fulton County, Georgia, to wit: [528,82,603,159]
notice-paragraph: The sale will be conducted subject (1) to confirmation that the sale is not prohibited under the U.S. Bankruptcy Code and (2) to final confirmation and audit of the status of the loan with the secured creditor. [611,154,687,197]
